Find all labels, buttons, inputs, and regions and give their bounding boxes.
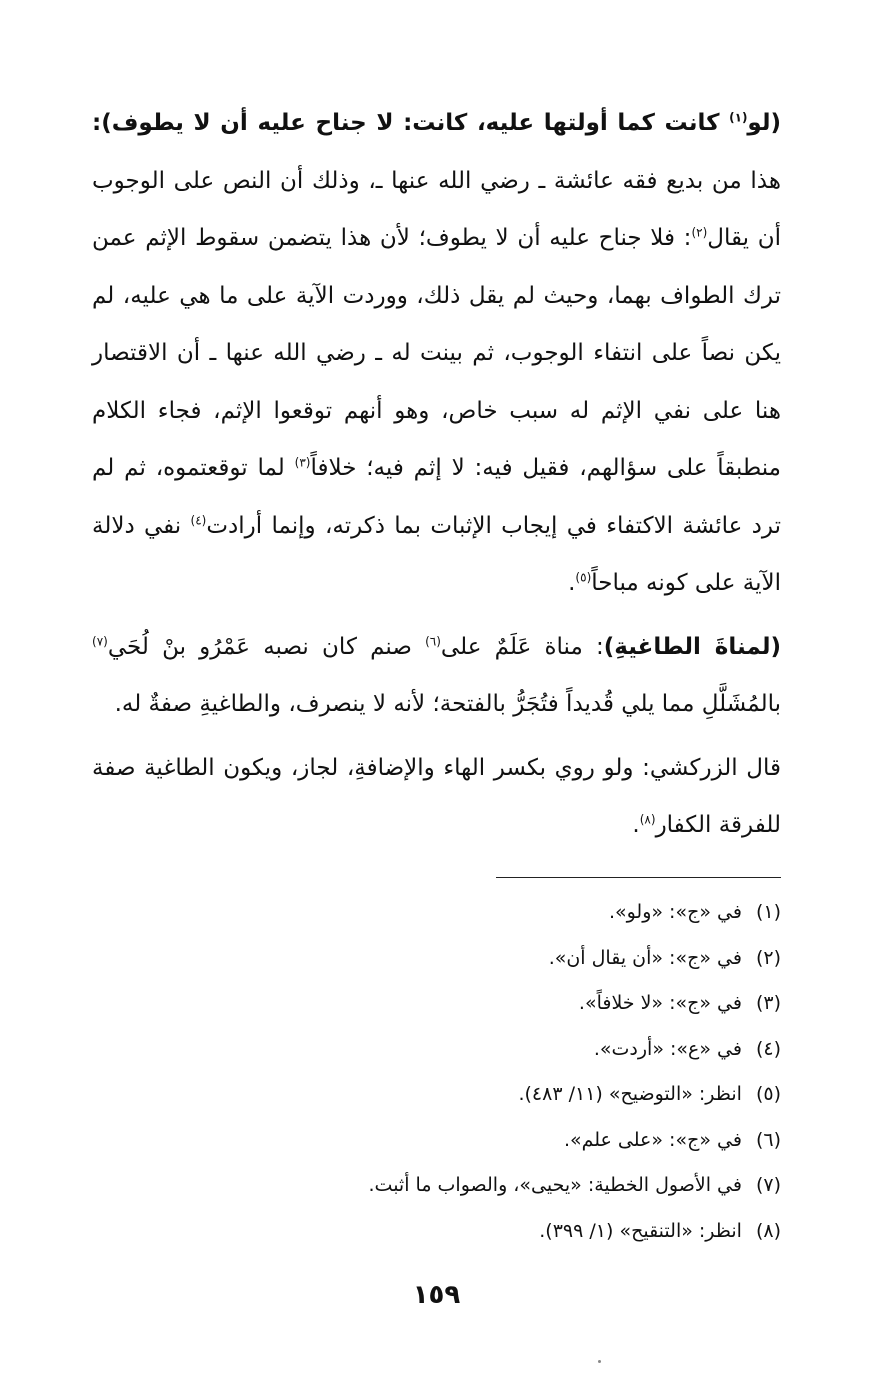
footnote-text: في «ع»: «أردت». [593,1037,742,1060]
paragraph-3 [92,740,781,855]
footnote-ref: (٣) [294,455,311,470]
footnote-item [180,1072,781,1118]
footnote-ref: (٤) [190,512,207,527]
footnote-number: (٨) [755,1219,781,1242]
footnote-ref: (٦) [425,633,441,648]
footnote-item [180,1163,781,1209]
footnote-ref: (٨) [639,812,656,827]
footnote-ref: (١) [729,110,748,125]
paragraph-1-text: . [568,570,576,596]
footnote-item [180,890,781,936]
footnote-text: في «ج»: «أن يقال أن». [548,946,742,969]
paragraph-2-text: بالمُشَلَّلِ مما يلي قُديداً فتُجَرُّ بالفتحة؛ لأنه لا ينصرف، والطاغيةِ صفةٌ له. [114,691,781,717]
footnote-number: (٤) [755,1037,781,1060]
footnote-number: (٢) [755,946,781,969]
footnote-number: (٦) [755,1128,781,1151]
paragraph-1-text: هذا من بديع فقه عائشة ـ رضي الله عنها ـ، وذلك أن النص على الوجوب أن يقال [92,167,781,251]
paragraph-2 [92,619,781,734]
footnote-text: انظر: «التنقيح» (١/ ٣٩٩). [539,1219,742,1242]
footnote-item [180,1209,781,1255]
footnote-item [180,1118,781,1164]
paragraph-1 [92,95,781,613]
footnotes [180,890,781,1254]
footnote-text: في «ج»: «لا خلافاً». [578,992,742,1014]
paragraph-1-heading: (لو$^{(١)}$ كانت كما أولتها عليه، كانت: لا جناح عليه أن لا يطوف): [92,110,781,136]
paragraph-2-text: صنم كان نصبه عَمْرُو بنْ لُحَي [107,633,426,660]
main-text [92,95,781,855]
scan-speck [598,1360,601,1363]
paragraph-1-text: : فلا جناح عليه أن لا يطوف؛ لأن هذا يتضمن سقوط الإثم عمن ترك الطواف بهما، وحيث لم يقل ذلك، ووردت الآية على ما هي عليه، لم يكن نصاً على انتفاء الوجوب، ثم بينت له ـ رضي الله عنها ـ أن الاقتصار هنا على نفي الإثم له سبب خاص، وهو أنهم توقعوا الإثم، فجاء الكلام منطبقاً على سؤالهم، فقيل فيه: لا إثم فيه؛ خلافاً [92,225,781,481]
footnote-ref: (٧) [92,633,108,648]
footnote-ref: (٢) [691,225,708,240]
footnote-item [180,936,781,982]
paragraph-3-text: قال الزركشي: ولو روي بكسر الهاء والإضافةِ، لجاز، ويكون الطاغية صفة للفرقة الكفار [92,754,781,838]
paragraph-2-heading: (لمناةَ الطاغيةِ) [603,633,781,660]
paragraph-1-text: نفي دلالة الآية على كونه مباحاً [92,512,781,596]
footnote-item [180,981,781,1027]
footnote-text: في الأصول الخطية: «يحيى»، والصواب ما أثبت. [368,1174,742,1196]
footnote-divider [496,877,781,878]
paragraph-1-text: لما توقعتموه، ثم لم ترد عائشة الاكتفاء في إيجاب الإثبات بما ذكرته، وإنما أرادت [92,455,782,539]
paragraph-2-text: : مناة عَلَمٌ على [440,633,604,660]
footnote-item [180,1027,781,1073]
footnote-text: في «ج»: «ولو». [608,901,742,923]
footnote-text: انظر: «التوضيح» (١١/ ٤٨٣). [518,1083,742,1105]
footnote-number: (١) [755,901,781,923]
footnote-ref: (٥) [575,570,592,585]
footnote-text: في «ج»: «على علم». [563,1128,742,1151]
footnote-number: (٥) [755,1083,781,1105]
footnote-number: (٣) [755,992,781,1014]
paragraph-3-text: . [632,812,640,838]
footnote-number: (٧) [755,1174,781,1196]
page-number: ١٥٩ [412,1280,461,1310]
